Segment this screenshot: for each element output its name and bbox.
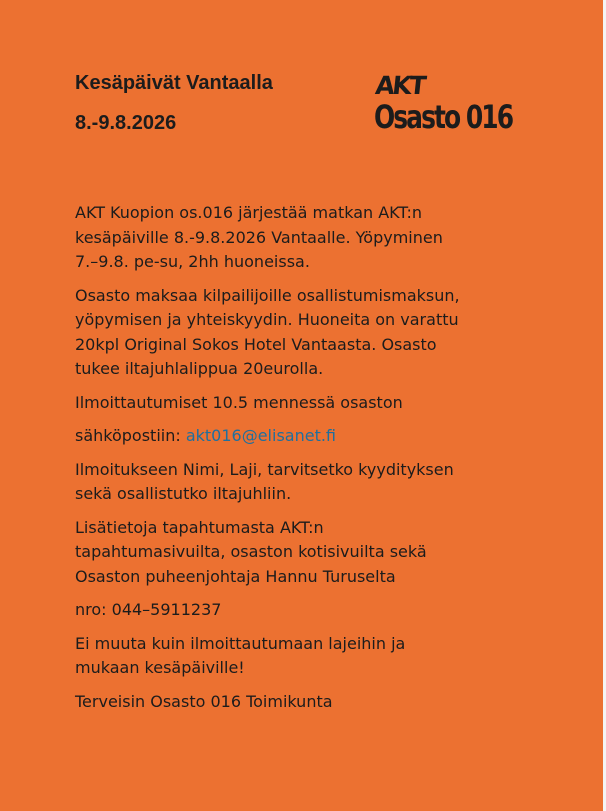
paragraph-phone (75, 598, 545, 623)
paragraph-registration-details (75, 458, 545, 507)
text-line: Osasto maksaa kilpailijoille osallistumismaksun, (75, 285, 460, 305)
text-line: Osaston puheenjohtaja Hannu Turuselta (75, 566, 396, 586)
text-line: tapahtumasivuilta, osaston kotisivuilta sekä (75, 542, 427, 561)
phone-number: nro: 044–5911237 (75, 600, 222, 619)
paragraph-trip-info (75, 201, 545, 275)
text-line: tukee iltajuhlalippua 20eurolla. (75, 359, 324, 378)
event-title: Kesäpäivät Vantaalla (75, 72, 273, 94)
text-line: yöpymisen ja yhteiskyydin. Huoneita on varattu (75, 310, 459, 329)
text-line: Ilmoitukseen Nimi, Laji, tarvitsetko kyydityksen (75, 459, 454, 479)
akt-logo (374, 72, 524, 136)
text-line: mukaan kesäpäiville! (75, 658, 245, 677)
event-date: 8.-9.8.2026 (75, 112, 177, 134)
announcement-body (75, 201, 545, 723)
paragraph-email (75, 424, 545, 449)
paragraph-signature (75, 690, 545, 715)
email-label: sähköpostiin: (75, 426, 186, 445)
text-line: 20kpl Original Sokos Hotel Vantaasta. Osasto (75, 334, 437, 354)
paragraph-costs (75, 284, 545, 382)
signature-text: Terveisin Osasto 016 Toimikunta (75, 691, 333, 711)
text-line: 7.–9.8. pe-su, 2hh huoneissa. (75, 252, 310, 271)
text-line: kesäpäiville 8.-9.8.2026 Vantaalle. Yöpyminen (75, 227, 443, 247)
logo-akt-text: AKT (374, 71, 426, 100)
text-line: AKT Kuopion os.016 järjestää matkan AKT:n (75, 203, 422, 222)
text-line: Lisätietoja tapahtumasta AKT:n (75, 517, 324, 537)
paragraph-more-info (75, 516, 545, 590)
email-link[interactable]: akt016@elisanet.fi (185, 426, 337, 445)
logo-osasto-text: Osasto 016 (374, 98, 513, 136)
text-line: Ilmoittautumiset 10.5 mennessä osaston (75, 392, 403, 412)
paragraph-registration-deadline (75, 391, 545, 416)
paragraph-call-to-action (75, 632, 545, 681)
text-line: Ei muuta kuin ilmoittautumaan lajeihin ja (75, 633, 406, 653)
text-line: sekä osallistutko iltajuhliin. (75, 484, 292, 503)
text-line (75, 424, 545, 449)
